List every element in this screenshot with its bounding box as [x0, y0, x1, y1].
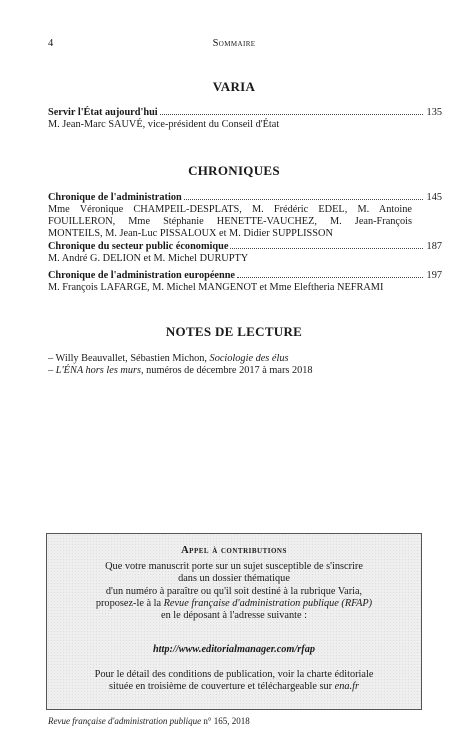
- dot-leader: [230, 248, 423, 249]
- call-box-line: [57, 598, 411, 610]
- entry-authors: Mme Véronique CHAMPEIL-DESPLATS, M. Frédéric EDEL, M. Antoine FOUILLERON, Mme Stéphanie HENETTE-VAUCHEZ, M. Jean-François MONTEILS, M. Jean-Luc PISSALOUX et M. Didier SUPPLISSON: [48, 204, 412, 239]
- toc-entry-chronique-secteur-public[interactable]: [48, 241, 442, 265]
- toc-entry-varia-1[interactable]: [48, 107, 442, 131]
- dot-leader: [237, 277, 423, 278]
- call-box-text: située en troisième de couverture et téléchargeable sur: [109, 681, 335, 693]
- entry-authors: M. André G. DELION et M. Michel DURUPTY: [48, 253, 249, 264]
- notes-item-title: Sociologie des élus: [209, 353, 289, 364]
- entry-title: Chronique de l'administration européenne: [48, 270, 235, 281]
- call-box-paragraph: [57, 669, 411, 694]
- dot-leader: [160, 114, 423, 115]
- notes-item-rest: , numéros de décembre 2017 à mars 2018: [141, 365, 313, 376]
- footer-journal: Revue française d'administration publique: [48, 716, 202, 726]
- entry-title: Chronique du secteur public économique: [48, 241, 229, 252]
- entry-page: 135: [426, 107, 442, 118]
- call-box-line: [57, 681, 411, 693]
- section-title-chroniques: CHRONIQUES: [188, 163, 280, 178]
- dot-leader: [184, 199, 423, 200]
- notes-item[interactable]: [48, 365, 428, 377]
- entry-title: Servir l'État aujourd'hui: [48, 107, 158, 118]
- call-box-text: proposez-le à la: [95, 597, 164, 609]
- notes-item-text: –: [48, 365, 56, 376]
- footer-issue: n° 165, 2018: [201, 716, 250, 726]
- notes-item-title: L'ÉNA hors les murs: [55, 365, 141, 376]
- page-number: 4: [48, 38, 54, 49]
- journal-name: Revue française d'administration publique (RFAP): [163, 597, 373, 609]
- ena-site-link[interactable]: ena.fr: [334, 681, 359, 693]
- entry-page: 187: [426, 241, 442, 252]
- notes-item[interactable]: [48, 353, 428, 365]
- running-head: [48, 38, 420, 52]
- entry-authors: M. François LAFARGE, M. Michel MANGENOT et Mme Eleftheria NEFRAMI: [48, 282, 384, 293]
- notes-list: [48, 353, 428, 377]
- call-box-line: dans un dossier thématique: [178, 573, 290, 585]
- entry-title: Chronique de l'administration: [48, 192, 182, 203]
- section-title-varia: VARIA: [212, 79, 256, 94]
- toc-entry-chronique-europeenne[interactable]: [48, 270, 442, 294]
- entry-page: 145: [426, 192, 442, 203]
- call-box-line: d'un numéro à paraître ou qu'il soit destiné à la rubrique Varia,: [105, 585, 363, 597]
- entry-page: 197: [426, 270, 442, 281]
- call-box-paragraph: [57, 561, 411, 622]
- call-box-title: Appel à contributions: [181, 545, 287, 556]
- running-head-title: Sommaire: [212, 38, 256, 49]
- call-box-line: Que votre manuscrit porte sur un sujet susceptible de s'inscrire: [105, 561, 363, 572]
- section-title-notes: NOTES DE LECTURE: [165, 324, 303, 339]
- toc-entry-chronique-administration[interactable]: [48, 192, 442, 240]
- entry-authors: M. Jean-Marc SAUVÉ, vice-président du Conseil d'État: [48, 119, 280, 130]
- notes-item-text: – Willy Beauvallet, Sébastien Michon,: [48, 353, 210, 364]
- call-for-contributions-box: [46, 533, 422, 710]
- submission-url-link[interactable]: http://www.editorialmanager.com/rfap: [152, 644, 316, 655]
- call-box-line: Pour le détail des conditions de publication, voir la charte éditoriale: [94, 669, 374, 680]
- call-box-line: en le déposant à l'adresse suivante :: [161, 610, 307, 622]
- page-footer: [48, 716, 250, 726]
